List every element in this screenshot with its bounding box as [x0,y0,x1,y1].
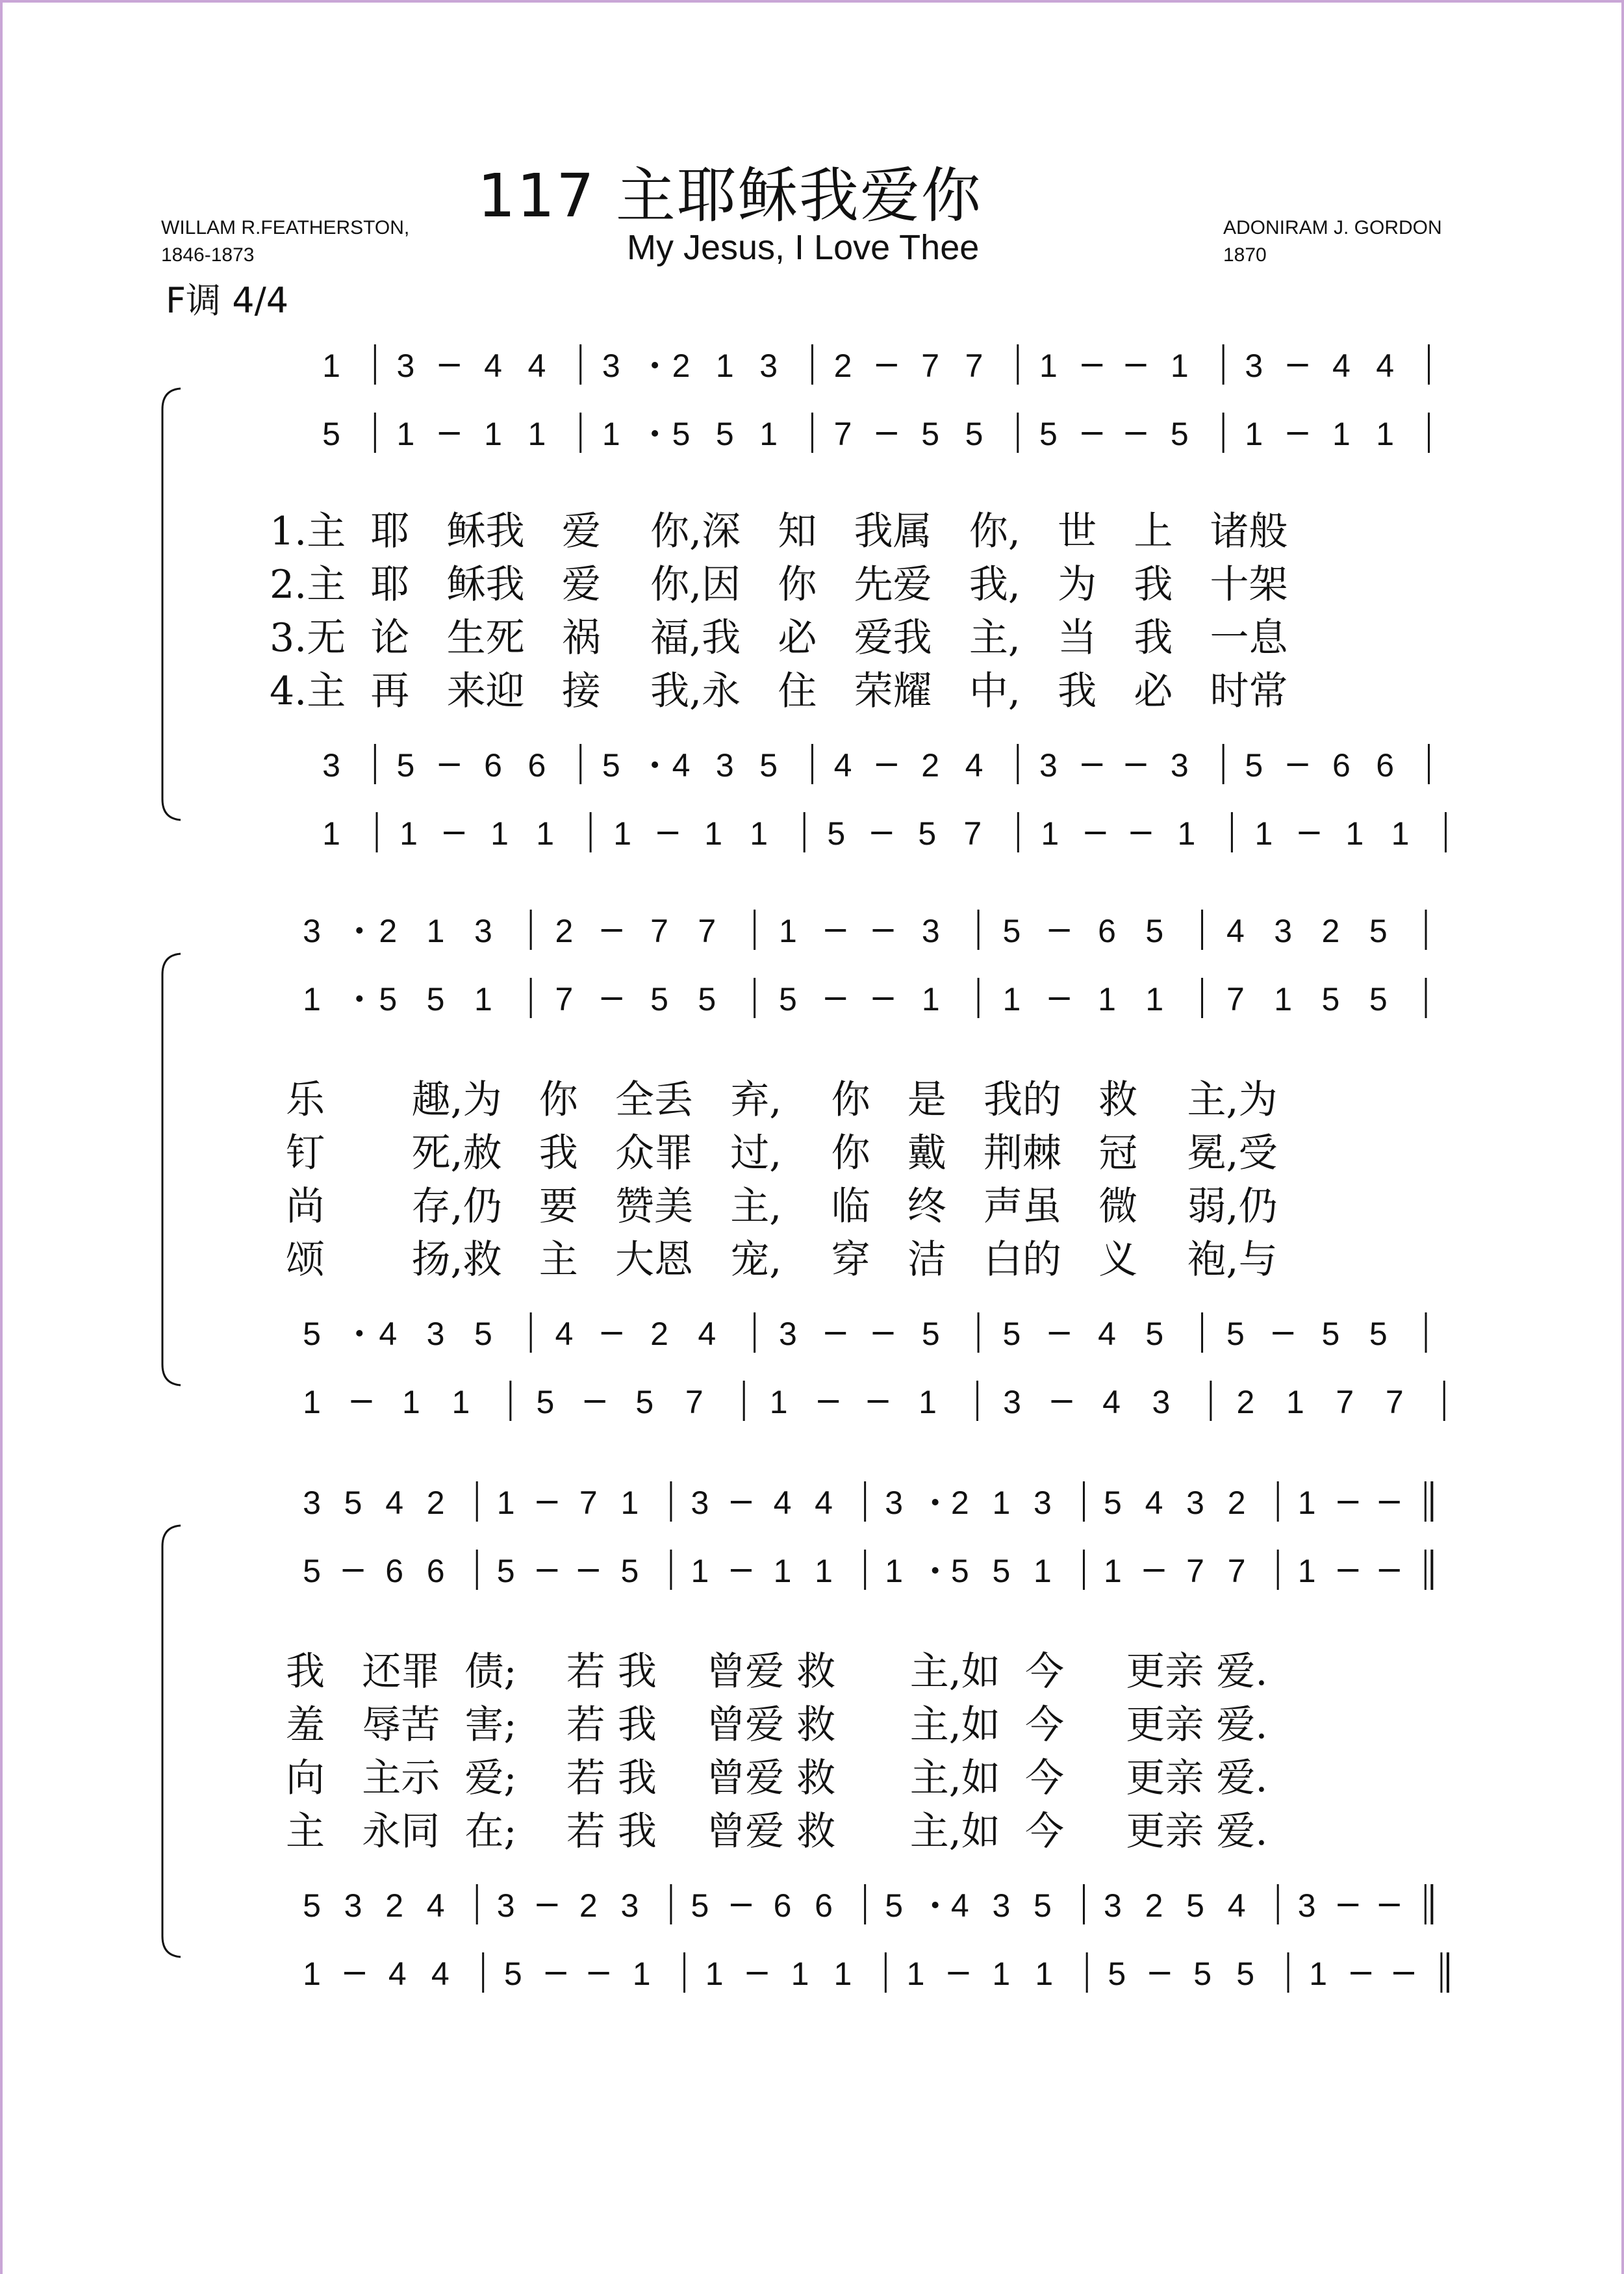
note: 1 [885,1553,904,1589]
note: 1 [303,981,321,1017]
lyric-verse-1: 1.主 耶 稣我 爱 你,深 知 我属 你, 世 上 诸般 [270,509,1288,554]
note: 5 [1193,1956,1212,1992]
note: 3 [303,1485,321,1521]
note: 3 [426,1316,445,1352]
music-system-1 [156,338,1488,858]
augmentation-dot [356,1330,362,1336]
note: 6 [773,1887,792,1924]
note: 5 [303,1553,321,1589]
note: 7 [1227,1553,1246,1589]
note: 3 [344,1887,362,1924]
note: 4 [1376,348,1395,384]
note: 1 [496,1485,515,1521]
note: 6 [1332,747,1351,784]
note: 5 [1145,1316,1164,1352]
note: 5 [1039,416,1058,452]
note: 5 [885,1887,904,1924]
note: 1 [815,1553,833,1589]
note: 1 [451,1384,470,1420]
note: 5 [650,981,668,1017]
tenor-staff [156,737,1488,789]
note: 5 [691,1887,709,1924]
note: 5 [602,747,620,784]
note: 5 [503,1956,522,1992]
note: 4 [833,747,852,784]
music-system-3 [156,1475,1488,1995]
note: 1 [779,913,797,949]
note: 1 [632,1956,651,1992]
lyric-verse-2: 2.主 耶 稣我 爱 你,因 你 先爱 我, 为 我 十架 [270,562,1288,607]
note: 1 [1309,1956,1328,1992]
note: 1 [992,1485,1011,1521]
note: 5 [1034,1887,1052,1924]
note: 5 [965,416,983,452]
note: 1 [322,348,340,384]
note: 3 [474,913,492,949]
hymn-title: 117 主耶稣我爱你 [477,161,982,231]
note: 1 [906,1956,925,1992]
composer-year: 1870 [1223,244,1267,266]
note: 5 [1002,1316,1021,1352]
note: 3 [1170,747,1189,784]
note: 4 [698,1316,717,1352]
note: 6 [815,1887,833,1924]
note: 1 [396,416,415,452]
note: 7 [685,1384,704,1420]
note: 5 [715,416,734,452]
note: 4 [388,1956,407,1992]
bass-staff [156,1946,1488,1998]
note: 3 [759,348,778,384]
note: 1 [750,815,768,852]
page-border-left [0,0,3,2274]
composer-name: ADONIRAM J. GORDON [1223,217,1442,238]
note: 1 [527,416,546,452]
note: 5 [1236,1956,1255,1992]
note: 5 [1145,913,1164,949]
note: 5 [672,416,691,452]
augmentation-dot [652,362,658,368]
note: 3 [1245,348,1263,384]
note: 1 [1274,981,1293,1017]
note: 3 [992,1887,1011,1924]
note: 4 [1145,1485,1163,1521]
augmentation-dot [932,1567,939,1574]
hymn-subtitle: My Jesus, I Love Thee [627,228,980,267]
bass-staff [156,1374,1488,1426]
note: 1 [613,815,632,852]
lyricist-name: WILLAM R.FEATHERSTON, [161,217,410,238]
page-border-right [1621,0,1624,2274]
note: 7 [963,815,982,852]
note: 4 [1098,1316,1116,1352]
note: 5 [496,1553,515,1589]
note: 3 [496,1887,515,1924]
note: 1 [1245,416,1263,452]
augmentation-dot [932,1902,939,1908]
lyric-verse-2: 羞 辱苦 害; 若 我 曾爱 救 主,如 今 更亲 爱. [286,1702,1268,1748]
note: 2 [833,348,852,384]
note: 1 [921,981,940,1017]
note: 1 [400,815,418,852]
note: 1 [1376,416,1395,452]
note: 1 [691,1553,709,1589]
note: 5 [536,1384,555,1420]
note: 1 [303,1956,321,1992]
note: 1 [1145,981,1164,1017]
soprano-staff [156,903,1488,955]
note: 2 [672,348,691,384]
note: 7 [555,981,574,1017]
note: 4 [1227,1887,1246,1924]
note: 5 [1108,1956,1126,1992]
note: 2 [579,1887,598,1924]
lyricist-credit [161,214,409,269]
note: 5 [918,815,937,852]
note: 4 [950,1887,969,1924]
note: 1 [1041,815,1059,852]
augmentation-dot [652,430,658,437]
note: 5 [1369,913,1388,949]
note: 3 [1039,747,1058,784]
note: 1 [1391,815,1410,852]
lyric-verse-1: 乐 趣,为 你 全丢 弃, 你 是 我的 救 主,为 [286,1077,1278,1123]
note: 5 [921,416,940,452]
note: 1 [474,981,492,1017]
note: 1 [1177,815,1196,852]
note: 4 [379,1316,398,1352]
note: 1 [1297,1553,1316,1589]
note: 5 [1369,1316,1388,1352]
note: 5 [426,981,445,1017]
note: 4 [1226,913,1245,949]
note: 5 [1321,981,1340,1017]
note: 1 [1332,416,1351,452]
note: 3 [620,1887,639,1924]
note: 2 [1227,1485,1246,1521]
composer-credit [1223,214,1442,269]
note: 5 [474,1316,492,1352]
note: 3 [1186,1485,1204,1521]
note: 7 [1226,981,1245,1017]
augmentation-dot [652,761,658,768]
note: 5 [779,981,797,1017]
note: 5 [921,1316,940,1352]
note: 5 [1226,1316,1245,1352]
key-signature: F调 4/4 [166,280,289,321]
note: 4 [527,348,546,384]
note: 5 [698,981,717,1017]
page-border-top [0,0,1624,3]
note: 3 [691,1485,709,1521]
note: 5 [1321,1316,1340,1352]
note: 6 [1376,747,1395,784]
tenor-staff [156,1306,1488,1358]
soprano-staff [156,338,1488,390]
lyric-verse-3: 向 主示 爱; 若 我 曾爱 救 主,如 今 更亲 爱. [286,1756,1268,1801]
note: 6 [1098,913,1116,949]
note: 5 [759,747,778,784]
note: 2 [555,913,574,949]
note: 5 [827,815,846,852]
note: 1 [620,1485,639,1521]
note: 1 [715,348,734,384]
note: 1 [1104,1553,1122,1589]
note: 1 [919,1384,937,1420]
note: 1 [992,1956,1011,1992]
note: 1 [791,1956,809,1992]
note: 1 [1039,348,1058,384]
note: 2 [1236,1384,1255,1420]
note: 1 [1002,981,1021,1017]
note: 7 [1186,1553,1204,1589]
note: 5 [1002,913,1021,949]
note: 2 [379,913,398,949]
note: 1 [484,416,502,452]
lyric-verse-1: 我 还罪 债; 若 我 曾爱 救 主,如 今 更亲 爱. [286,1649,1268,1694]
alto-staff [156,406,1488,458]
note: 5 [322,416,340,452]
bass-staff [156,806,1488,858]
note: 5 [396,747,415,784]
note: 4 [773,1485,792,1521]
note: 3 [1003,1384,1021,1420]
note: 1 [769,1384,788,1420]
note: 4 [815,1485,833,1521]
note: 2 [1321,913,1340,949]
note: 1 [705,1956,724,1992]
note: 7 [921,348,940,384]
note: 1 [1254,815,1273,852]
lyricist-years: 1846-1873 [161,244,255,266]
note: 2 [650,1316,668,1352]
tenor-staff [156,1878,1488,1930]
note: 1 [426,913,445,949]
note: 3 [1297,1887,1316,1924]
note: 1 [303,1384,321,1420]
note: 1 [1035,1956,1054,1992]
note: 2 [426,1485,445,1521]
note: 1 [1286,1384,1304,1420]
note: 3 [715,747,734,784]
note: 3 [602,348,620,384]
augmentation-dot [932,1499,939,1505]
note: 4 [672,747,691,784]
note: 5 [303,1887,321,1924]
note: 7 [698,913,717,949]
note: 4 [484,348,502,384]
note: 3 [1152,1384,1171,1420]
note: 5 [1245,747,1263,784]
note: 7 [1336,1384,1354,1420]
note: 7 [1385,1384,1404,1420]
lyric-verse-3: 3.无 论 生死 祸 福,我 必 爱我 主, 当 我 一息 [270,615,1288,661]
alto-staff [156,971,1488,1023]
note: 5 [635,1384,654,1420]
note: 6 [426,1553,445,1589]
note: 3 [1034,1485,1052,1521]
note: 7 [579,1485,598,1521]
note: 6 [385,1553,404,1589]
note: 4 [431,1956,450,1992]
note: 1 [402,1384,420,1420]
note: 2 [921,747,940,784]
lyric-verse-4: 4.主 再 来迎 接 我,永 住 荣耀 中, 我 必 时常 [270,669,1288,714]
note: 4 [385,1485,404,1521]
note: 1 [490,815,509,852]
note: 7 [650,913,668,949]
note: 5 [1369,981,1388,1017]
note: 1 [773,1553,792,1589]
note: 3 [322,747,340,784]
note: 1 [602,416,620,452]
note: 5 [1186,1887,1204,1924]
note: 5 [992,1553,1011,1589]
soprano-staff [156,1475,1488,1527]
note: 5 [1104,1485,1122,1521]
note: 3 [885,1485,904,1521]
note: 2 [1145,1887,1163,1924]
note: 3 [921,913,940,949]
note: 1 [833,1956,852,1992]
note: 3 [1104,1887,1122,1924]
note: 5 [620,1553,639,1589]
note: 1 [322,815,340,852]
note: 1 [1034,1553,1052,1589]
note: 7 [965,348,983,384]
music-system-2 [156,903,1488,1423]
note: 4 [965,747,983,784]
note: 1 [1297,1485,1316,1521]
note: 1 [704,815,723,852]
note: 4 [426,1887,445,1924]
note: 2 [385,1887,404,1924]
augmentation-dot [356,927,362,934]
note: 3 [1274,913,1293,949]
note: 3 [396,348,415,384]
note: 4 [1332,348,1351,384]
note: 4 [555,1316,574,1352]
note: 3 [303,913,321,949]
lyric-verse-4: 颂 扬,救 主 大恩 宠, 穿 洁 白的 义 袍,与 [286,1237,1278,1283]
note: 5 [379,981,398,1017]
note: 5 [950,1553,969,1589]
note: 1 [759,416,778,452]
alto-staff [156,1543,1488,1595]
note: 1 [1345,815,1364,852]
note: 5 [1170,416,1189,452]
lyric-verse-4: 主 永同 在; 若 我 曾爱 救 主,如 今 更亲 爱. [286,1809,1268,1854]
note: 5 [344,1485,362,1521]
note: 1 [1098,981,1116,1017]
note: 1 [1170,348,1189,384]
note: 4 [1102,1384,1121,1420]
note: 7 [833,416,852,452]
note: 5 [303,1316,321,1352]
lyric-verse-2: 钉 死,赦 我 众罪 过, 你 戴 荆棘 冠 冕,受 [286,1131,1278,1176]
lyric-verse-3: 尚 存,仍 要 赞美 主, 临 终 声虽 微 弱,仍 [286,1184,1278,1229]
note: 2 [950,1485,969,1521]
note: 3 [779,1316,797,1352]
note: 1 [536,815,555,852]
note: 6 [484,747,502,784]
augmentation-dot [356,995,362,1002]
note: 6 [527,747,546,784]
